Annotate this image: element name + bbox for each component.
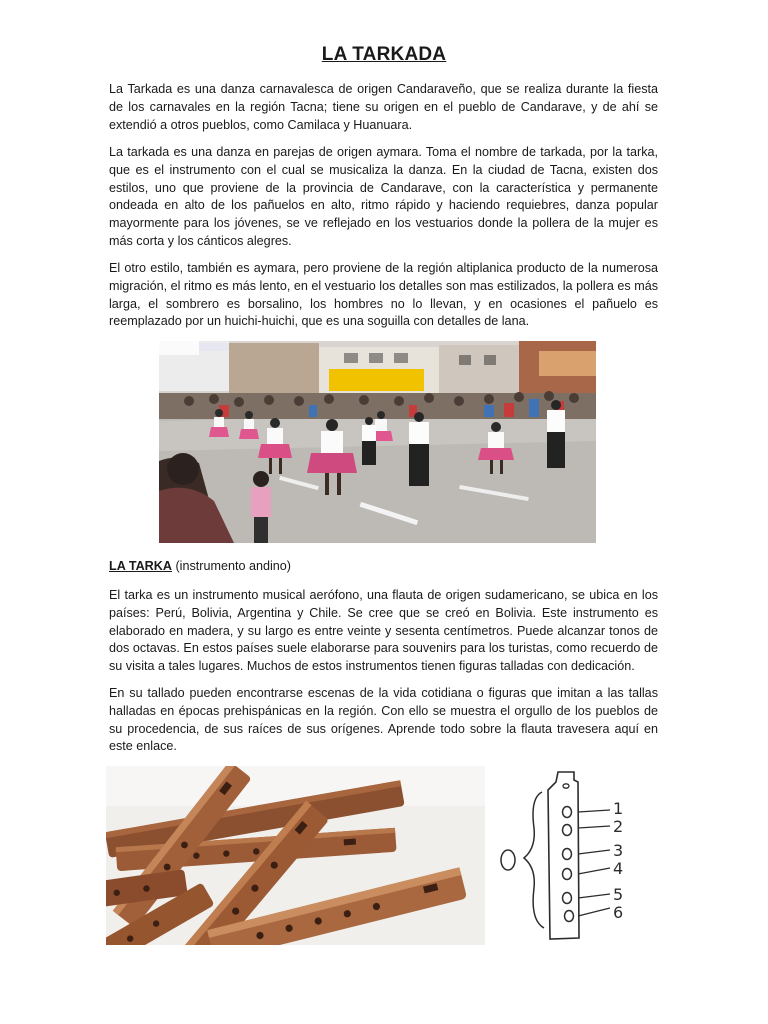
dance-photo — [159, 341, 596, 543]
section-heading-note: (instrumento andino) — [171, 559, 291, 573]
section-heading — [109, 559, 291, 573]
hole-number-4: 4 — [613, 859, 624, 878]
hole-number-2: 2 — [613, 817, 624, 836]
hole-number-6: 6 — [613, 903, 624, 922]
hole-number-5: 5 — [613, 885, 624, 904]
intro-paragraph: La Tarkada es una danza carnavalesca de origen Candaraveño, que se realiza durante la fiesta de los carnavales en la región Tacna; tiene su origen en el pueblo de Candarave, y de ahí se extendió a otros pueblos, como Camilaca y Huanuara. — [109, 82, 658, 132]
tarka-description-paragraph: El tarka es un instrumento musical aerófono, una flauta de origen sudamericano, se ubica en los países: Perú, Bolivia, Argentina y Chile. Se cree que se creó en Bolivia. Este instrumento es elaborado en madera, y su largo es entre veinte y sesenta centímetros. Puede alcanzar tonos de dos octavas. En estos países suele elaborarse para souvenirs para los turistas, como recuerdo de su visita a tales lugares. Muchos de estos instrumentos tienen figuras talladas con dedicación. — [109, 588, 658, 674]
hole-number-3: 3 — [613, 841, 624, 860]
altiplano-style-paragraph: El otro estilo, también es aymara, pero proviene de la región altiplanica producto de la numerosa migración, el ritmo es más lento, en el vestuario los detalles son mas estilizados, la pollera es más larga, el sombrero es borsalino, los hombres no lo llevan, y en ocasiones el pañuelo es reemplazado por un huichi-huichi, que es una soguilla con detalles de lana. — [109, 261, 658, 329]
section-heading-title: LA TARKA — [109, 559, 172, 573]
tarka-carving-paragraph: En su tallado pueden encontrarse escenas de la vida cotidiana o figuras que imitan a las tallas halladas en épocas prehispánicas en la región. Con ello se muestra el orgullo de los pueblos de su procedencia, de sus raíces de sus orígenes. Aprende todo sobre la flauta travesera aquí en este enlace. — [109, 686, 658, 754]
tarka-finger-hole-diagram — [492, 768, 662, 943]
tarka-instruments-photo — [106, 766, 485, 945]
hole-number-1: 1 — [613, 799, 624, 818]
styles-paragraph: La tarkada es una danza en parejas de origen aymara. Toma el nombre de tarkada, por la tarka, que es el instrumento con el cual se musicaliza la danza. En la ciudad de Tacna, existen dos estilos, uno que proviene de la provincia de Candarave, con la característica y permanente ondeada en alto de los pañuelos en alto, ritmo rápido y haciendo requiebres, danza popular mayormente para los jóvenes, se ve reflejado en los vestuarios donde la pollera de la mujer es más corta y los cánticos alegres. — [109, 145, 658, 248]
page-title: LA TARKADA — [321, 44, 447, 65]
